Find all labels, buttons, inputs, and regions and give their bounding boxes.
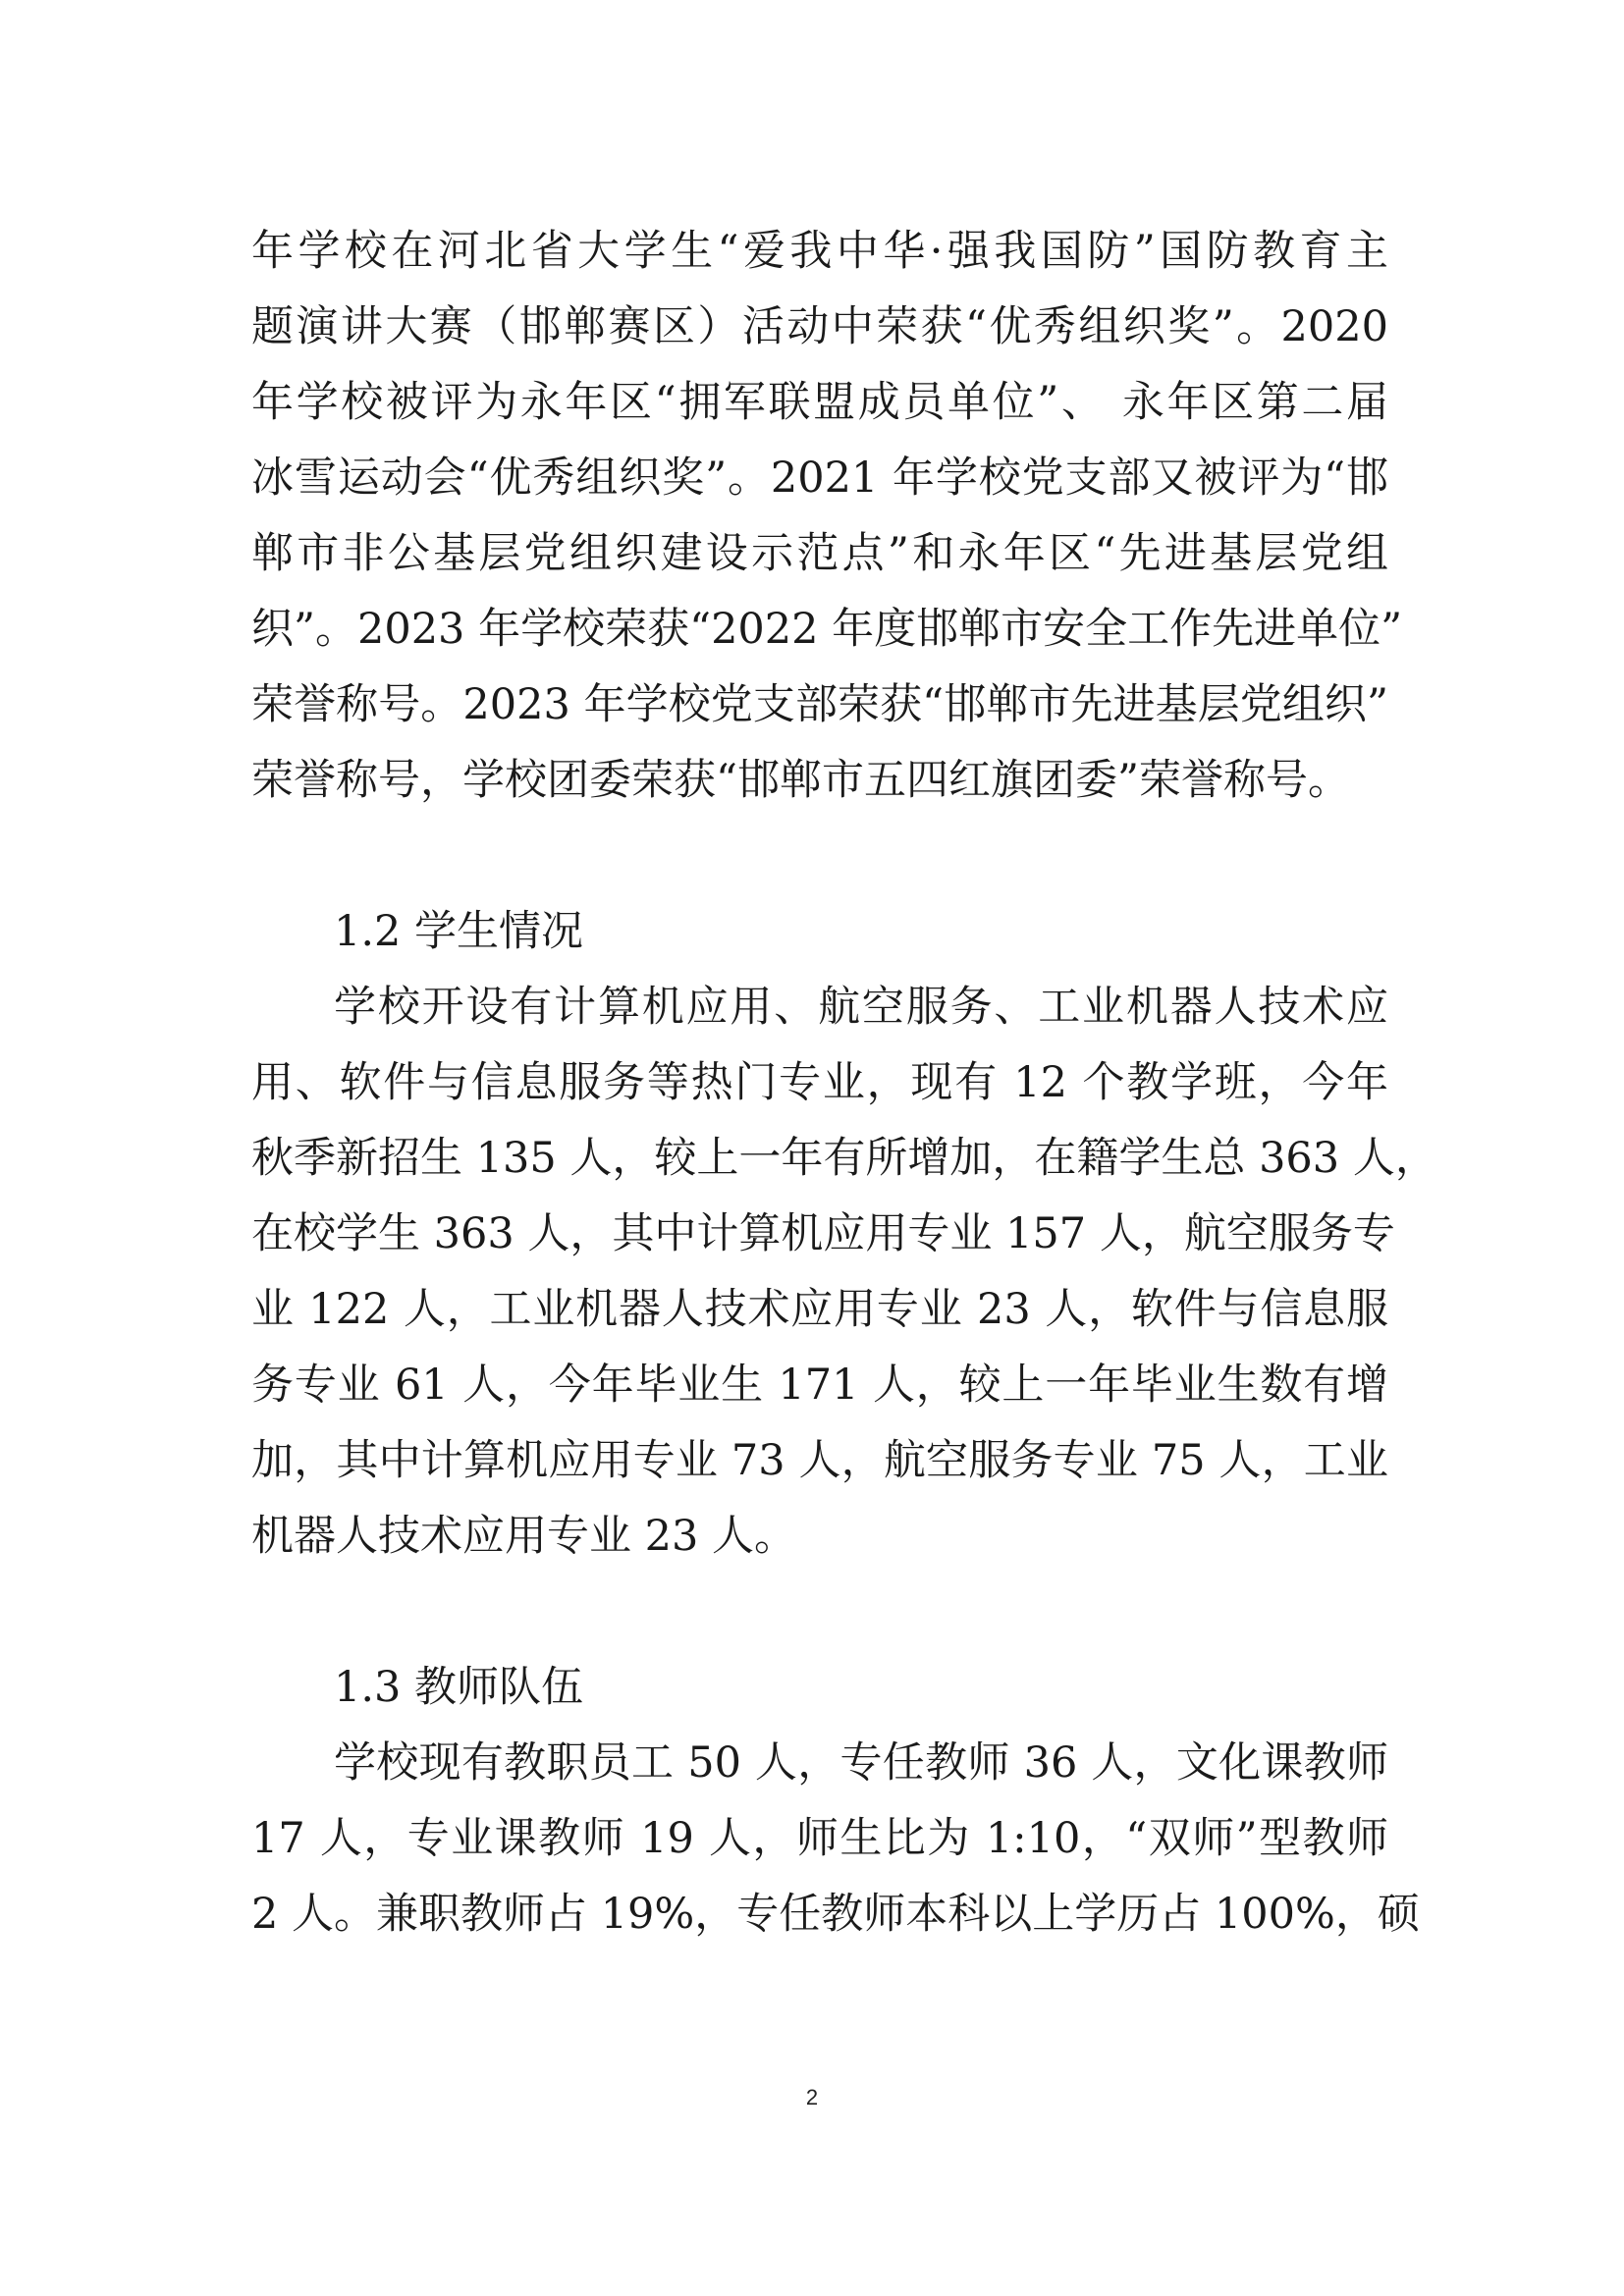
text-line: 务专业 61 人，今年毕业生 171 人，较上一年毕业生数有增: [251, 1361, 1388, 1410]
text-line: 在校学生 363 人，其中计算机应用专业 157 人，航空服务专: [251, 1209, 1395, 1258]
text-line: 学校开设有计算机应用、航空服务、工业机器人技术应: [334, 983, 1388, 1032]
text-line: 秋季新招生 135 人，较上一年有所增加，在籍学生总 363 人，: [251, 1134, 1437, 1183]
text-line: 年学校被评为永年区“拥军联盟成员单位”、 永年区第二届: [251, 378, 1388, 427]
text-line: 冰雪运动会“优秀组织奖”。2021 年学校党支部又被评为“邯: [251, 454, 1388, 503]
text-line: 加，其中计算机应用专业 73 人，航空服务专业 75 人，工业: [251, 1436, 1388, 1485]
text-line: 年学校在河北省大学生“爱我中华·强我国防”国防教育主: [251, 227, 1388, 276]
text-line: 业 122 人，工业机器人技术应用专业 23 人，软件与信息服: [251, 1285, 1388, 1334]
text-line: 2 人。兼职教师占 19%，专任教师本科以上学历占 100%，硕: [251, 1890, 1420, 1939]
section-heading-teachers: 1.3 教师队伍: [334, 1663, 584, 1712]
text-line: 17 人，专业课教师 19 人，师生比为 1:10，“双师”型教师: [251, 1814, 1388, 1863]
text-line: 荣誉称号，学校团委荣获“邯郸市五四红旗团委”荣誉称号。: [251, 756, 1350, 805]
section-heading-students: 1.2 学生情况: [334, 907, 584, 956]
text-line: 机器人技术应用专业 23 人。: [251, 1512, 797, 1561]
text-line: 用、软件与信息服务等热门专业，现有 12 个教学班，今年: [251, 1058, 1388, 1107]
text-line: 织”。2023 年学校荣获“2022 年度邯郸市安全工作先进单位”: [251, 605, 1403, 654]
text-line: 荣誉称号。2023 年学校党支部荣获“邯郸市先进基层党组织”: [251, 680, 1388, 729]
text-line: 郸市非公基层党组织建设示范点”和永年区“先进基层党组: [251, 529, 1388, 578]
text-line: 学校现有教职员工 50 人，专任教师 36 人，文化课教师: [334, 1738, 1388, 1788]
page-number: 2: [805, 2085, 819, 2109]
text-line: 题演讲大赛（邯郸赛区）活动中荣获“优秀组织奖”。2020: [251, 302, 1388, 351]
